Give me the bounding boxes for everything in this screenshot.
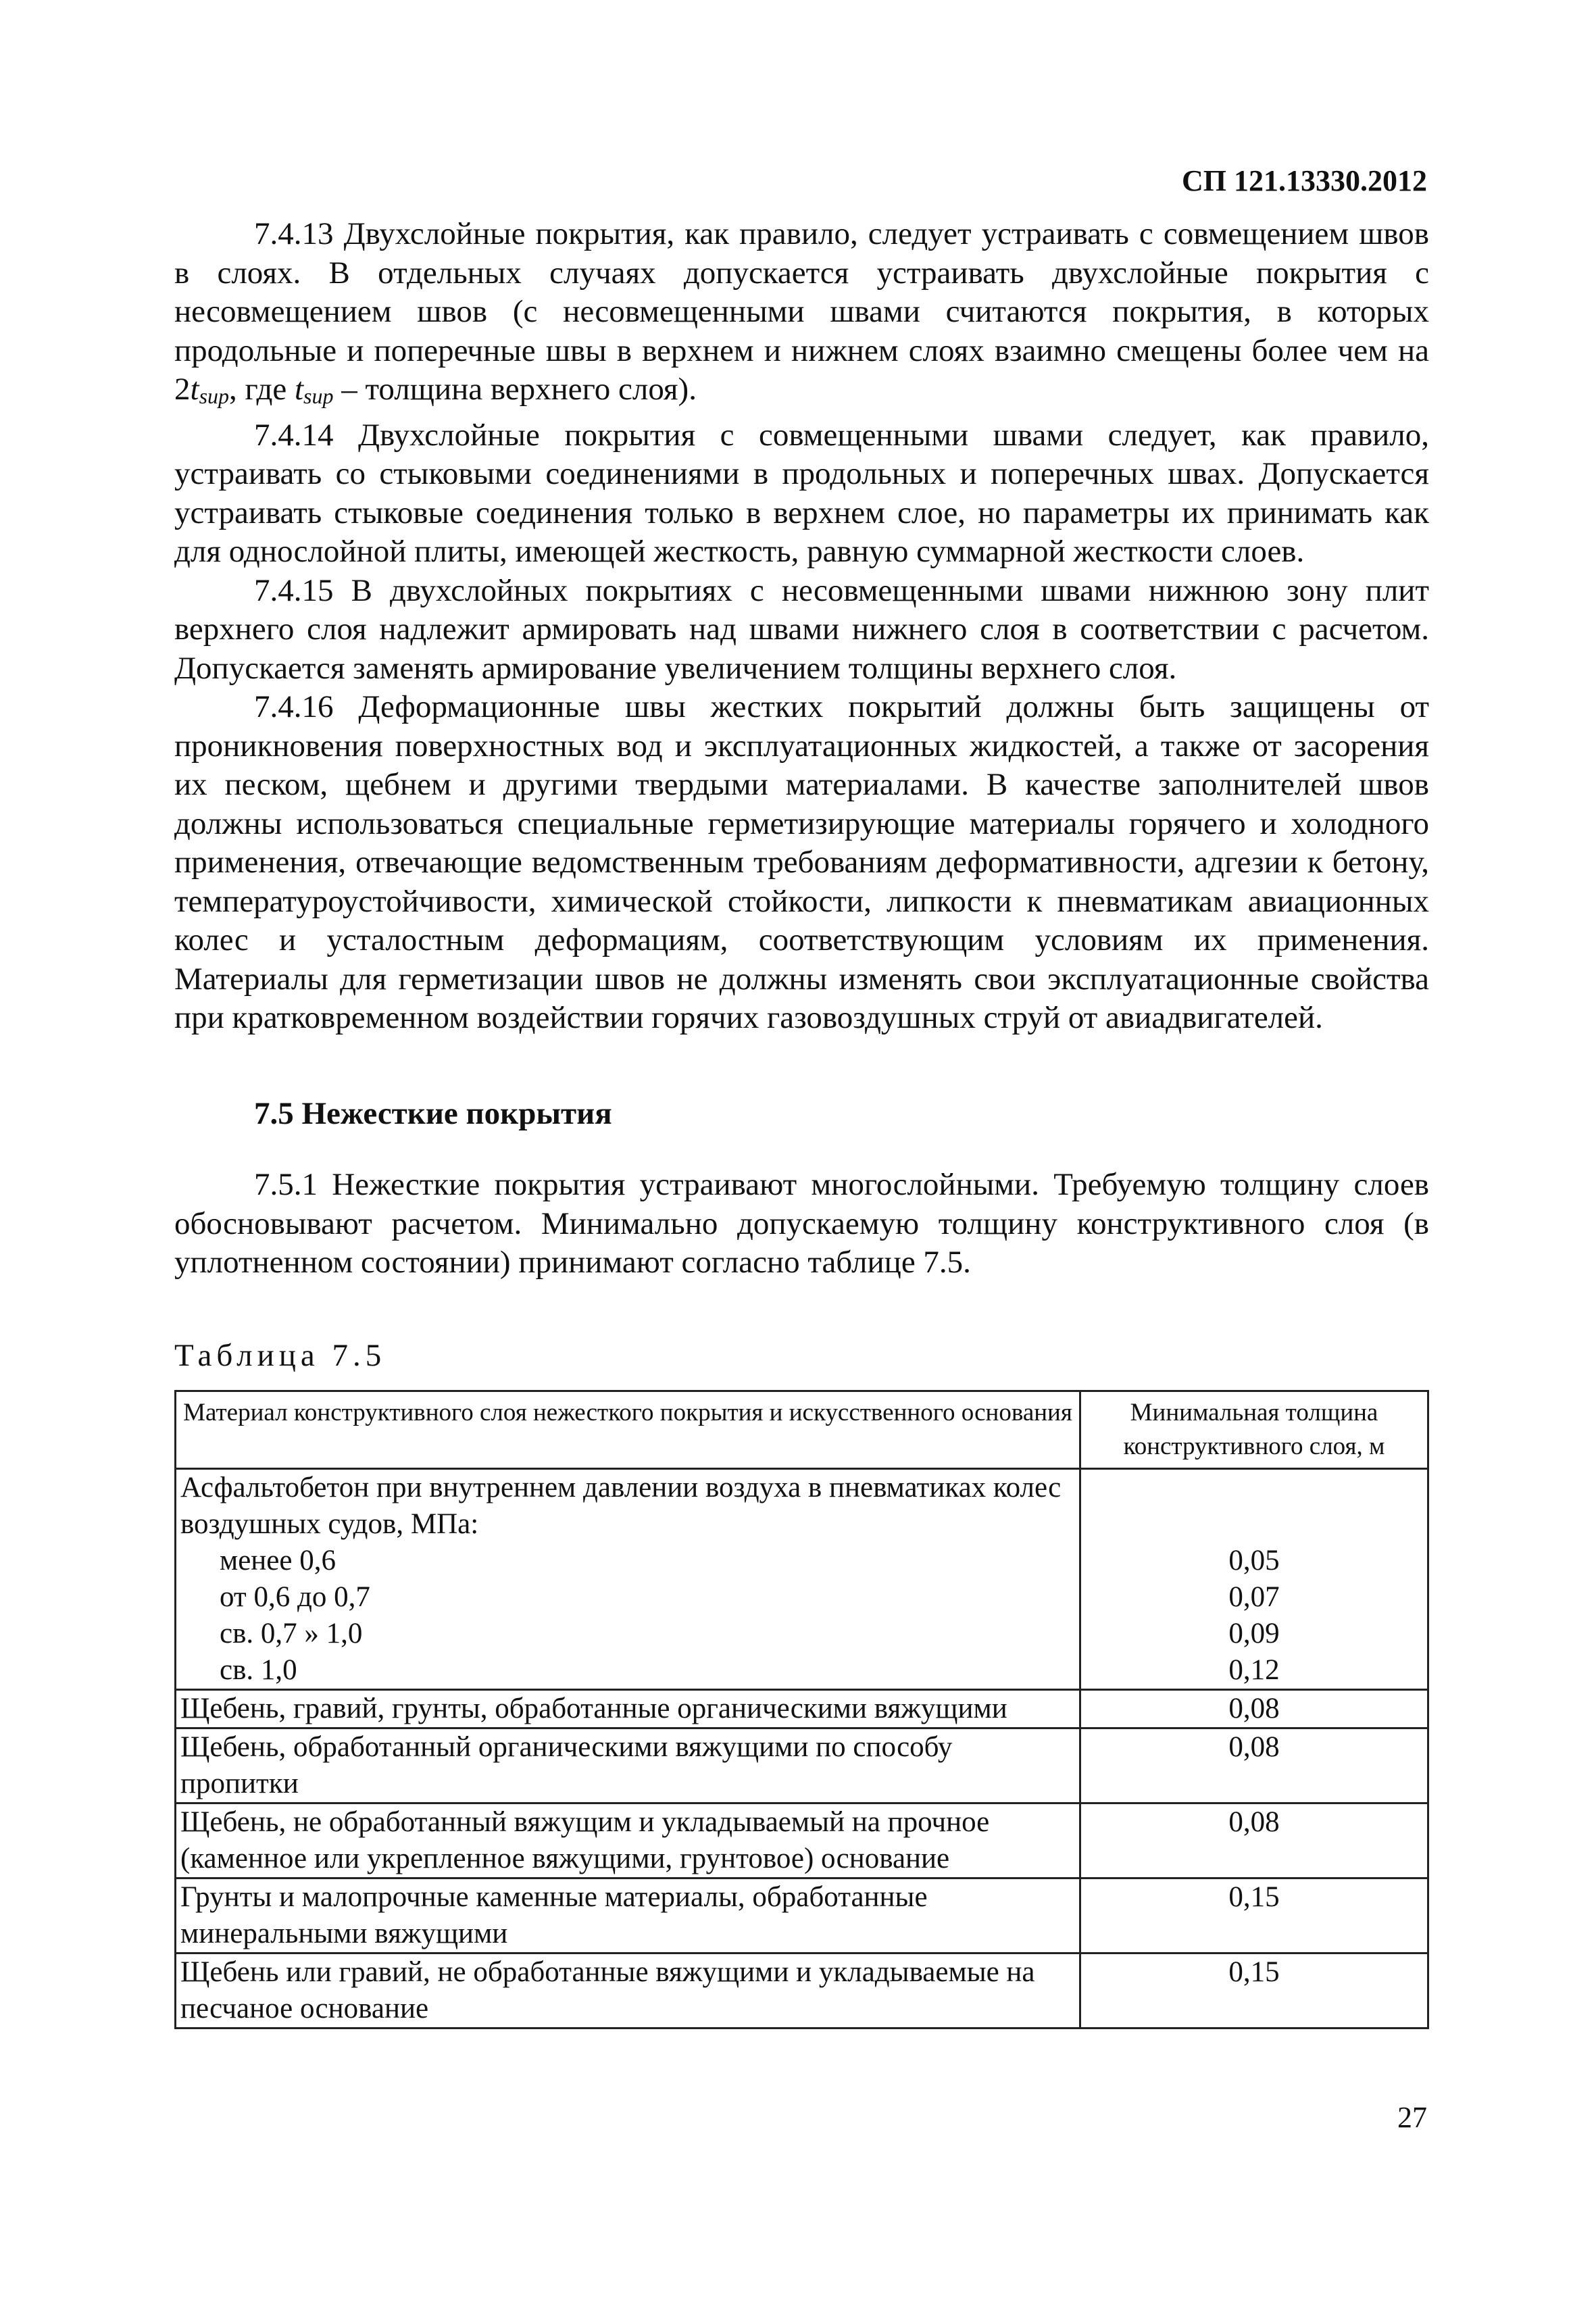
material-cell: Щебень, обработанный органическими вяжущими по способу пропитки xyxy=(176,1728,1080,1803)
table-row xyxy=(176,1728,1428,1803)
material-cell: Щебень, гравий, грунты, обработанные органическими вяжущими xyxy=(176,1690,1080,1728)
sup-subscript: sup xyxy=(199,384,230,408)
t-symbol: t xyxy=(190,372,199,407)
page-number: 27 xyxy=(1397,2101,1427,2134)
subrow-label: от 0,6 до 0,7 xyxy=(220,1581,370,1613)
table-row xyxy=(176,1878,1428,1953)
table-header-row xyxy=(176,1391,1428,1469)
paragraph-7-4-16: 7.4.16 Деформационные швы жестких покрытий должны быть защищены от проникновения поверхностных вод и эксплуатационных жидкостей, а также от засорения их песком, щебнем и другими твердыми материалами. В качестве заполнителей швов должны использоваться специальные герметизирующие материалы горячего и холодного применения, отвечающие ведомственным требованиям деформативности, адгезии к бетону, температуроустойчивости, химической стойкости, липкости к пневматикам авиационных колес и усталостным деформациям, соответствующим условиям их применения. Материалы для герметизации швов не должны изменять свои эксплуатационные свойства при кратковременном воздействии горячих газовоздушных струй от авиадвигателей. xyxy=(174,689,1429,1035)
material-cell: Щебень или гравий, не обработанные вяжущими и укладываемые на песчаное основание xyxy=(176,1953,1080,2028)
subrow-label: св. 0,7 » 1,0 xyxy=(220,1618,363,1649)
paragraph-7-4-13 xyxy=(174,215,1429,416)
section-heading: 7.5 Нежесткие покрытия xyxy=(254,1095,612,1131)
thickness-cell: 0,08 xyxy=(1080,1690,1428,1728)
page-content xyxy=(174,215,1429,2029)
table-row-asphalt xyxy=(176,1469,1428,1690)
sup-subscript-2: sup xyxy=(303,384,334,408)
subrow-value: 0,09 xyxy=(1228,1618,1280,1649)
t-symbol-2: t xyxy=(294,372,304,407)
thickness-cell: 0,15 xyxy=(1080,1953,1428,2028)
subrow-value: 0,12 xyxy=(1228,1654,1280,1686)
paragraph-7-4-13-text-c: – толщина верхнего слоя). xyxy=(333,372,697,407)
column-header-thickness: Минимальная толщина конструктивного слоя, м xyxy=(1080,1391,1428,1469)
subrow-value: 0,05 xyxy=(1228,1545,1280,1576)
subrow-value: 0,07 xyxy=(1228,1581,1280,1613)
material-cell xyxy=(176,1469,1080,1690)
thickness-cell: 0,15 xyxy=(1080,1878,1428,1953)
document-code: СП 121.13330.2012 xyxy=(1182,164,1427,197)
blank-line xyxy=(1085,1470,1423,1506)
thickness-table xyxy=(174,1390,1429,2029)
material-cell: Грунты и малопрочные каменные материалы, обработанные минеральными вяжущими xyxy=(176,1878,1080,1953)
paragraph-7-4-13-text-b: , где xyxy=(229,372,295,407)
asphalt-label: Асфальтобетон при внутреннем давлении воздуха в пневматиках колес воздушных судов, МПа: xyxy=(180,1472,1062,1540)
paragraph-7-4-14: 7.4.14 Двухслойные покрытия с совмещенными швами следует, как правило, устраивать со стыковыми соединениями в продольных и поперечных швах. Допускается устраивать стыковые соединения только в верхнем слое, но параметры их принимать как для однослойной плиты, имеющей жесткость, равную суммарной жесткости слоев. xyxy=(174,417,1429,569)
material-cell: Щебень, не обработанный вяжущим и укладываемый на прочное (каменное или укрепленное вяжущими, грунтовое) основание xyxy=(176,1803,1080,1878)
paragraph-7-4-15: 7.4.15 В двухслойных покрытиях с несовмещенными швами нижнюю зону плит верхнего слоя надлежит армировать над швами нижнего слоя в соответствии с расчетом. Допускается заменять армирование увеличением толщины верхнего слоя. xyxy=(174,572,1429,686)
subrow-label: св. 1,0 xyxy=(220,1654,297,1686)
blank-line xyxy=(1085,1506,1423,1543)
subrow-label: менее 0,6 xyxy=(220,1545,336,1576)
table-row xyxy=(176,1953,1428,2028)
table-caption: Таблица 7.5 xyxy=(174,1337,386,1373)
table-row xyxy=(176,1803,1428,1878)
thickness-cell: 0,08 xyxy=(1080,1803,1428,1878)
thickness-cell xyxy=(1080,1469,1428,1690)
column-header-material: Материал конструктивного слоя нежесткого покрытия и искусственного основания xyxy=(176,1391,1080,1469)
paragraph-7-5-1: 7.5.1 Нежесткие покрытия устраивают многослойными. Требуемую толщину слоев обосновывают расчетом. Минимально допускаемую толщину конструктивного слоя (в уплотненном состоянии) принимают согласно таблице 7.5. xyxy=(174,1167,1429,1280)
table-row xyxy=(176,1690,1428,1728)
thickness-cell: 0,08 xyxy=(1080,1728,1428,1803)
paragraph-7-4-13-text-a: 7.4.13 Двухслойные покрытия, как правило, следует устраивать с совмещением швов в слоях. В отдельных случаях допускается устраивать двухслойные покрытия с несовмещением швов (с несовмещенными швами считаются покрытия, в которых продольные и поперечные швы в верхнем и нижнем слоях взаимно смещены более чем на 2 xyxy=(174,216,1429,407)
